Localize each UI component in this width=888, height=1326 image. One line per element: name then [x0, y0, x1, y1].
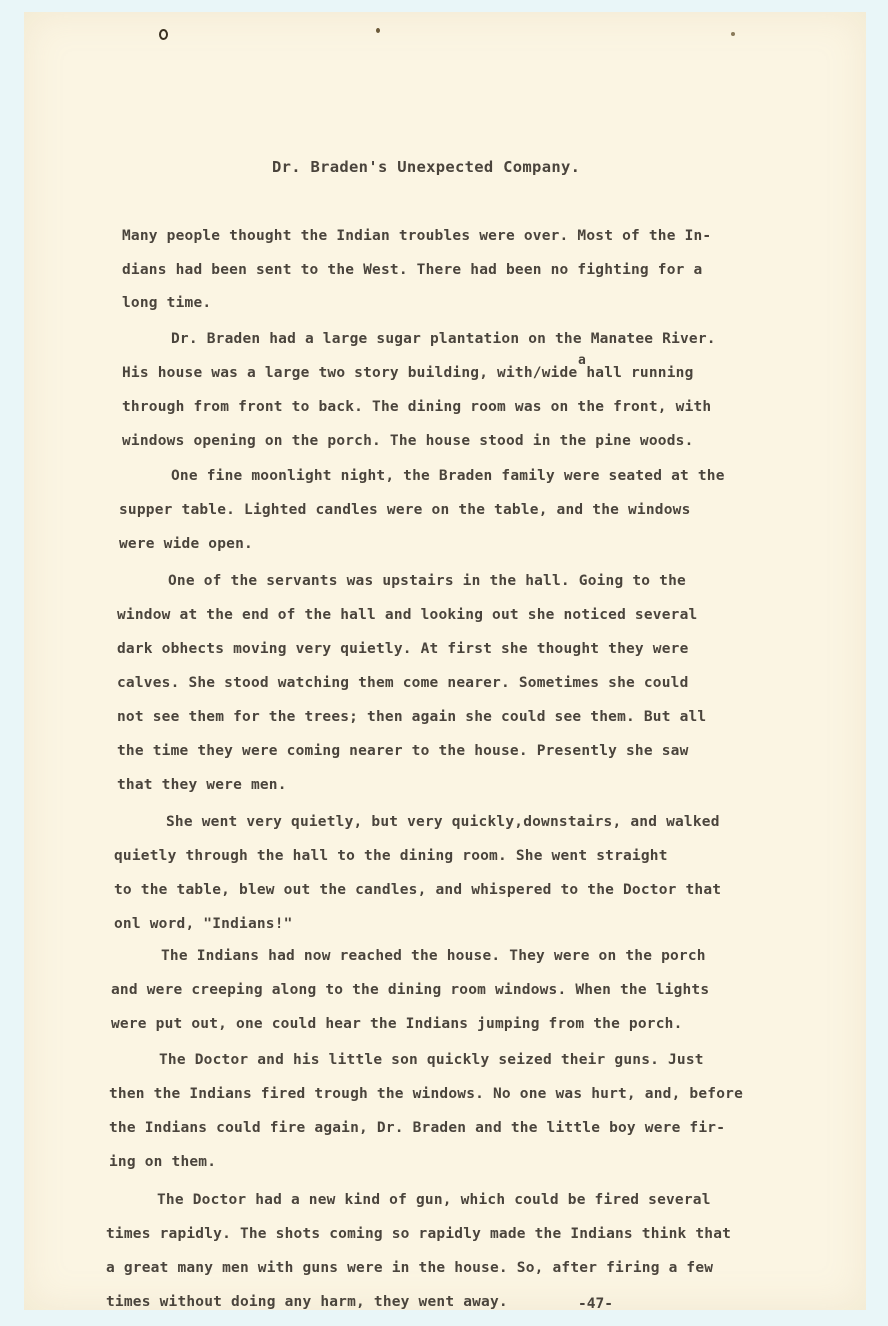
text-line: calves. She stood watching them come nearer. Sometimes she could: [117, 675, 689, 691]
text-line: a great many men with guns were in the house. So, after firing a few: [106, 1260, 714, 1276]
text-line: times without doing any harm, they went away.: [106, 1294, 508, 1310]
text-line: She went very quietly, but very quickly,downstairs, and walked: [166, 814, 720, 830]
document-title: Dr. Braden's Unexpected Company.: [272, 158, 581, 176]
text-line: then the Indians fired trough the windows. No one was hurt, and, before: [109, 1086, 744, 1102]
text-line: dark obhects moving very quietly. At first she thought they were: [117, 641, 689, 657]
text-line: windows opening on the porch. The house stood in the pine woods.: [122, 433, 694, 449]
text-line: quietly through the hall to the dining room. She went straight: [114, 848, 668, 864]
text-line: The Doctor and his little son quickly seized their guns. Just: [159, 1052, 704, 1068]
text-line: that they were men.: [117, 777, 287, 793]
paper-sheet: [24, 12, 866, 1310]
text-line: through from front to back. The dining room was on the front, with: [122, 399, 712, 415]
text-line: dians had been sent to the West. There had been no fighting for a: [122, 262, 703, 278]
text-line: to the table, blew out the candles, and whispered to the Doctor that: [114, 882, 722, 898]
page-number: -47-: [578, 1296, 613, 1312]
text-line: ing on them.: [109, 1154, 217, 1170]
text-line: His house was a large two story building, with/wide hall running: [122, 365, 694, 381]
text-line: the Indians could fire again, Dr. Braden and the little boy were fir-: [109, 1120, 726, 1136]
text-line: One fine moonlight night, the Braden family were seated at the: [171, 468, 725, 484]
text-line: long time.: [122, 295, 212, 311]
typed-document: [24, 12, 866, 1310]
text-line: One of the servants was upstairs in the hall. Going to the: [168, 573, 686, 589]
text-line: not see them for the trees; then again she could see them. But all: [117, 709, 707, 725]
text-line: Dr. Braden had a large sugar plantation on the Manatee River.: [171, 331, 716, 347]
text-line: were put out, one could hear the Indians jumping from the porch.: [111, 1016, 683, 1032]
text-line: window at the end of the hall and looking out she noticed several: [117, 607, 698, 623]
text-line: were wide open.: [119, 536, 253, 552]
text-line: times rapidly. The shots coming so rapidly made the Indians think that: [106, 1226, 732, 1242]
text-line: onl word, "Indians!": [114, 916, 293, 932]
text-line: The Indians had now reached the house. They were on the porch: [161, 948, 706, 964]
text-line: and were creeping along to the dining room windows. When the lights: [111, 982, 710, 998]
text-line: supper table. Lighted candles were on the table, and the windows: [119, 502, 691, 518]
text-line: the time they were coming nearer to the house. Presently she saw: [117, 743, 689, 759]
text-line: The Doctor had a new kind of gun, which could be fired several: [157, 1192, 711, 1208]
insertion-mark: a: [578, 353, 586, 368]
text-line: Many people thought the Indian troubles were over. Most of the In-: [122, 228, 712, 244]
